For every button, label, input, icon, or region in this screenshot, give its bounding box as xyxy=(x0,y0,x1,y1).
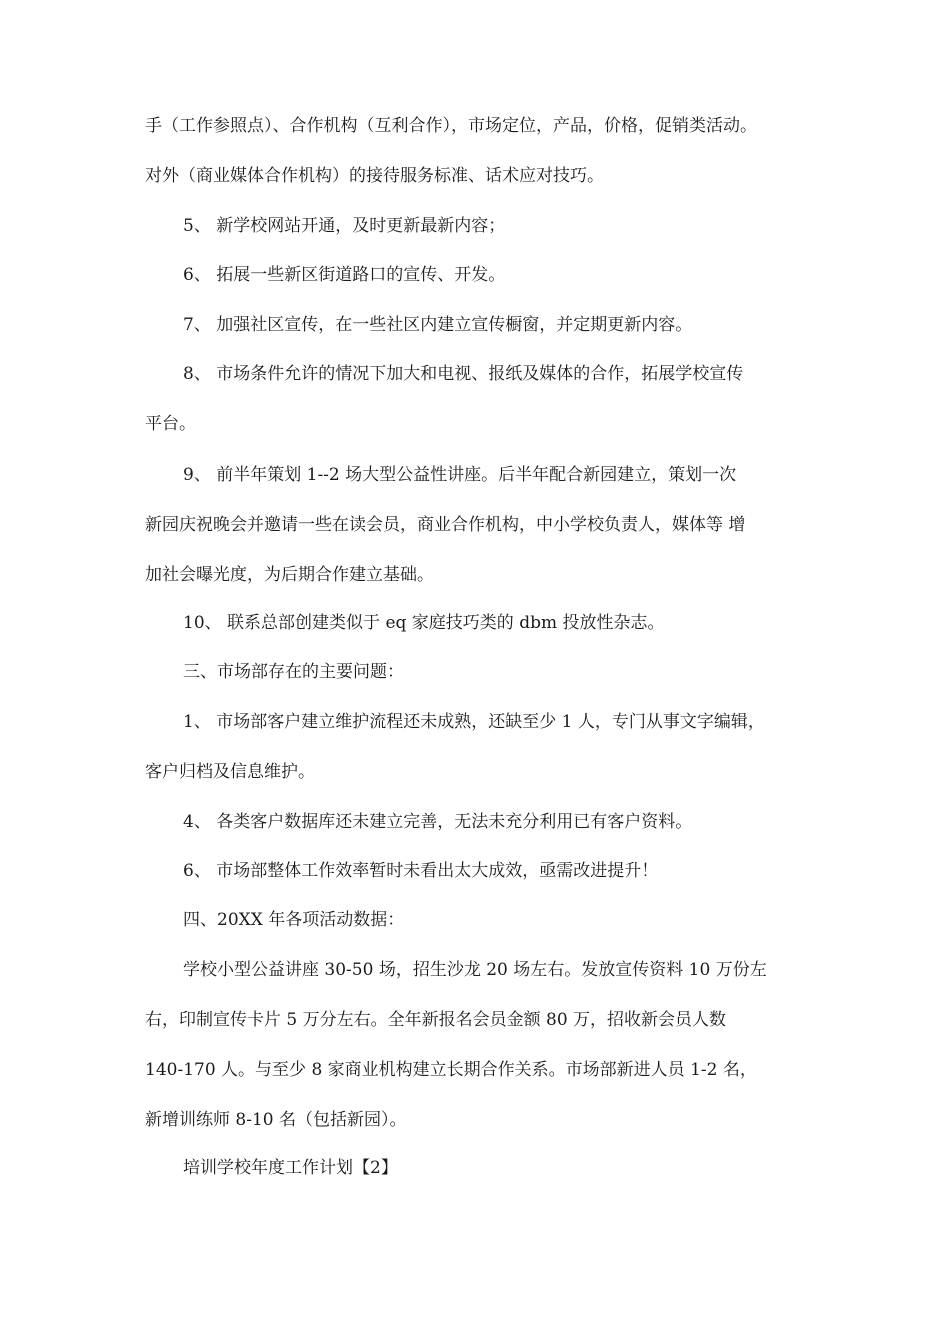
paragraph-item-7 xyxy=(145,300,815,350)
text-line: 学校小型公益讲座 30-50 场，招生沙龙 20 场左右。发放宣传资料 10 万份左 xyxy=(183,960,767,980)
section-heading-3 xyxy=(145,647,815,697)
text-line: 8、 市场条件允许的情况下加大和电视、报纸及媒体的合作，拓展学校宣传 xyxy=(183,364,744,384)
paragraph-continuation xyxy=(145,101,815,201)
text-line: 对外（商业媒体合作机构）的接待服务标准、话术应对技巧。 xyxy=(145,166,604,186)
text-line: 新增训练师 8-10 名（包括新园）。 xyxy=(145,1110,407,1130)
text-line: 四、20XX 年各项活动数据： xyxy=(183,910,405,930)
paragraph-problem-4 xyxy=(145,797,815,847)
text-line: 新园庆祝晚会并邀请一些在读会员，商业合作机构，中小学校负责人，媒体等 增 xyxy=(145,515,746,535)
paragraph-activity-data xyxy=(145,945,815,1145)
paragraph-item-5 xyxy=(145,201,815,251)
text-line: 140-170 人。与至少 8 家商业机构建立长期合作关系。市场部新进人员 1-2 名， xyxy=(145,1060,757,1080)
paragraph-item-10 xyxy=(145,598,815,648)
section-title-plan-2 xyxy=(145,1143,815,1193)
text-line: 平台。 xyxy=(145,414,196,434)
text-line: 9、 前半年策划 1--2 场大型公益性讲座。后半年配合新园建立，策划一次 xyxy=(183,465,737,485)
text-line: 5、 新学校网站开通，及时更新最新内容； xyxy=(183,216,506,236)
text-line: 客户归档及信息维护。 xyxy=(145,762,315,782)
text-line: 7、 加强社区宣传，在一些社区内建立宣传橱窗，并定期更新内容。 xyxy=(183,315,693,335)
text-line: 6、 拓展一些新区街道路口的宣传、开发。 xyxy=(183,265,506,285)
text-line: 右，印制宣传卡片 5 万分左右。全年新报名会员金额 80 万，招收新会员人数 xyxy=(145,1010,727,1030)
text-line: 培训学校年度工作计划【2】 xyxy=(183,1158,398,1178)
section-heading-4 xyxy=(145,895,815,945)
text-line: 手（工作参照点）、合作机构（互利合作），市场定位，产品，价格，促销类活动。 xyxy=(145,116,757,136)
text-line: 4、 各类客户数据库还未建立完善，无法未充分利用已有客户资料。 xyxy=(183,812,693,832)
paragraph-item-8 xyxy=(145,349,815,449)
paragraph-item-9 xyxy=(145,450,815,600)
paragraph-item-6 xyxy=(145,250,815,300)
paragraph-problem-6 xyxy=(145,846,815,896)
text-line: 10、 联系总部创建类似于 eq 家庭技巧类的 dbm 投放性杂志。 xyxy=(183,613,665,633)
text-line: 加社会曝光度，为后期合作建立基础。 xyxy=(145,565,434,585)
text-line: 6、 市场部整体工作效率暂时未看出太大成效，亟需改进提升！ xyxy=(183,861,659,881)
paragraph-problem-1 xyxy=(145,697,815,797)
text-line: 1、 市场部客户建立维护流程还未成熟，还缺至少 1 人，专门从事文字编辑， xyxy=(183,712,765,732)
text-line: 三、市场部存在的主要问题： xyxy=(183,662,404,682)
